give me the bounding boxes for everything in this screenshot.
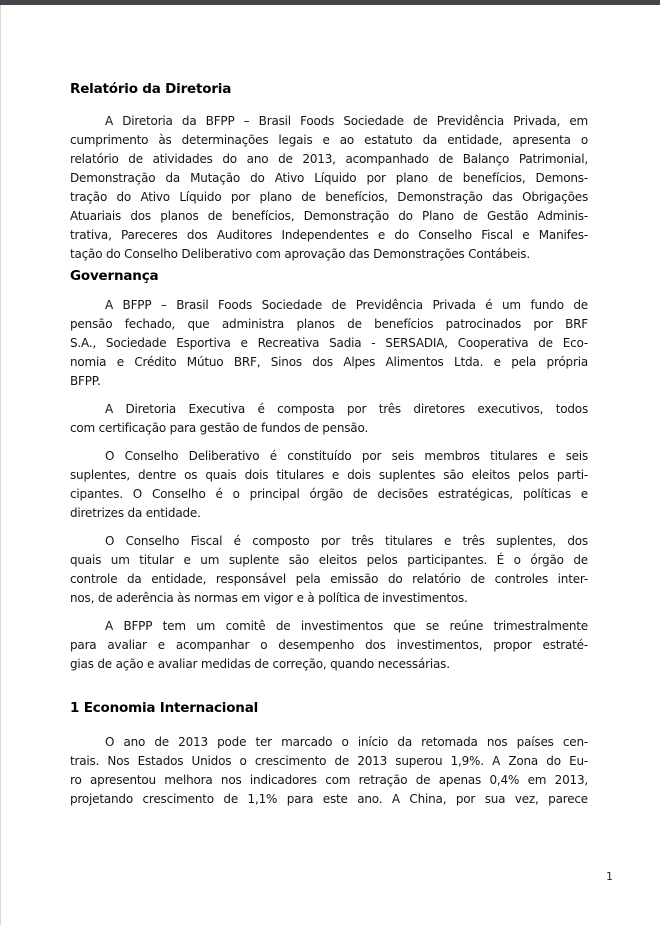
text-line: O ano de 2013 pode ter marcado o início da retomada nos países cen- xyxy=(105,735,588,749)
text-line: quais um titular e um suplente são eleitos pelos participantes. É o órgão de xyxy=(70,553,588,567)
text-line: para avaliar e acompanhar o desempenho dos investimentos, propor estraté- xyxy=(70,638,588,652)
page-top-bar xyxy=(0,0,660,5)
text-line: pensão fechado, que administra planos de benefícios patrocinados por BRF xyxy=(70,317,588,331)
text-line: com certificação para gestão de fundos de pensão. xyxy=(70,421,368,435)
text-line: Demonstração da Mutação do Ativo Líquido por plano de benefícios, Demons- xyxy=(70,171,588,185)
text-line: trativa, Pareceres dos Auditores Independentes e do Conselho Fiscal e Manifes- xyxy=(70,228,588,242)
text-line: diretrizes da entidade. xyxy=(70,506,201,520)
paragraph xyxy=(70,532,588,608)
section-heading: 1 Economia Internacional xyxy=(70,700,259,716)
text-line: A BFPP tem um comitê de investimentos que se reúne trimestralmente xyxy=(105,619,588,633)
section-heading: Governança xyxy=(70,268,159,284)
text-line: controle da entidade, responsável pela emissão do relatório de controles inter- xyxy=(70,572,588,586)
paragraph xyxy=(70,296,588,391)
page-number: 1 xyxy=(606,870,613,883)
text-line: S.A., Sociedade Esportiva e Recreativa Sadia - SERSADIA, Cooperativa de Eco- xyxy=(70,336,588,350)
report-title: Relatório da Diretoria xyxy=(70,81,232,97)
text-line: Atuariais dos planos de benefícios, Demonstração do Plano de Gestão Adminis- xyxy=(70,209,588,223)
text-line: projetando crescimento de 1,1% para este ano. A China, por sua vez, parece xyxy=(70,792,588,806)
paragraph xyxy=(70,617,588,674)
text-line: gias de ação e avaliar medidas de correção, quando necessárias. xyxy=(70,657,450,671)
text-line: cipantes. O Conselho é o principal órgão de decisões estratégicas, políticas e xyxy=(70,487,588,501)
text-line: A BFPP – Brasil Foods Sociedade de Previdência Privada é um fundo de xyxy=(105,298,588,312)
text-line: trais. Nos Estados Unidos o crescimento de 2013 superou 1,9%. A Zona do Eu- xyxy=(70,754,588,768)
paragraph xyxy=(70,112,588,264)
paragraph xyxy=(70,447,588,523)
paragraph xyxy=(70,733,588,809)
text-line: nos, de aderência às normas em vigor e à política de investimentos. xyxy=(70,591,468,605)
paragraph xyxy=(70,400,588,438)
text-line: cumprimento às determinações legais e ao estatuto da entidade, apresenta o xyxy=(70,133,588,147)
text-line: BFPP. xyxy=(70,374,101,388)
text-line: A Diretoria da BFPP – Brasil Foods Sociedade de Previdência Privada, em xyxy=(105,114,588,128)
text-line: tração do Ativo Líquido por plano de benefícios, Demonstração das Obrigações xyxy=(70,190,588,204)
document-content xyxy=(70,80,588,818)
page-left-edge xyxy=(0,5,1,925)
text-line: O Conselho Fiscal é composto por três titulares e três suplentes, dos xyxy=(105,534,588,548)
text-line: tação do Conselho Deliberativo com aprovação das Demonstrações Contábeis. xyxy=(70,247,530,261)
text-line: ro apresentou melhora nos indicadores com retração de apenas 0,4% em 2013, xyxy=(70,773,588,787)
text-line: A Diretoria Executiva é composta por três diretores executivos, todos xyxy=(105,402,588,416)
text-line: suplentes, dentre os quais dois titulares e dois suplentes são eleitos pelos parti- xyxy=(70,468,588,482)
text-line: relatório de atividades do ano de 2013, acompanhado de Balanço Patrimonial, xyxy=(70,152,588,166)
text-line: O Conselho Deliberativo é constituído por seis membros titulares e seis xyxy=(105,449,588,463)
text-line: nomia e Crédito Mútuo BRF, Sinos dos Alpes Alimentos Ltda. e pela própria xyxy=(70,355,588,369)
